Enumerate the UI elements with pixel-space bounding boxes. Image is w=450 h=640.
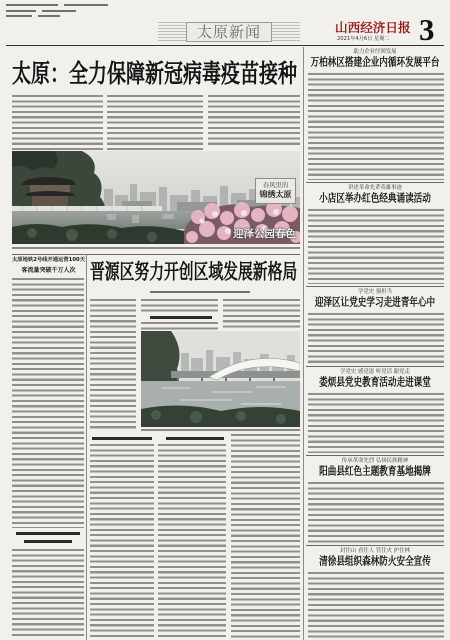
photo-tag xyxy=(255,178,296,204)
brief-body-text xyxy=(308,572,444,638)
right-column-rule xyxy=(303,47,304,640)
left-subhead: 客流量突破千万人次 xyxy=(21,267,76,274)
photo-tag-line: 春风里的 xyxy=(262,181,289,189)
brief-body-text xyxy=(308,313,444,364)
lead-story-rule xyxy=(12,254,300,255)
publication-date: 2021年4月6日 星期二 xyxy=(337,36,390,42)
lead-body-text xyxy=(12,95,103,150)
brief-kicker: 学党史 感党恩 听党话 跟党走 xyxy=(340,369,410,375)
brief-headline: 娄烦县党史教育活动走进课堂 xyxy=(319,376,431,390)
brief-headline: 小店区举办红色经典诵读活动 xyxy=(319,192,431,206)
brief-kicker: 讲述革命先辈英雄事迹 xyxy=(348,185,402,191)
feature-subhead xyxy=(166,437,224,440)
lead-photo-caption xyxy=(12,247,300,249)
lead-body-text xyxy=(107,95,203,150)
lead-body-text xyxy=(208,95,300,145)
brief-body-text xyxy=(308,482,444,543)
brief-rule xyxy=(306,455,444,456)
left-column-rule xyxy=(86,255,87,640)
header-rule xyxy=(6,45,444,46)
feature-body-text xyxy=(231,434,300,638)
brief-headline: 清徐县组织森林防火安全宣传 xyxy=(319,555,431,569)
masthead: 山西经济日报 xyxy=(335,20,411,35)
brief-rule xyxy=(306,286,444,287)
feature-headline: 晋源区努力开创区域发展新格局 xyxy=(90,260,298,284)
edition-info-line xyxy=(6,10,36,12)
brief-body-text xyxy=(308,393,444,453)
section-title: 太原新闻 xyxy=(186,22,272,42)
brief-kicker: 助力企业纾困发展 xyxy=(353,49,397,55)
left-body-text xyxy=(12,278,84,528)
left-headline: 太原地铁2号线开通运营100天 xyxy=(12,257,86,263)
page-number: 3 xyxy=(419,12,435,47)
feature-photo xyxy=(141,331,300,427)
feature-body-text xyxy=(90,444,154,638)
feature-photo-caption xyxy=(141,429,300,431)
left-second-headline xyxy=(16,532,80,535)
brief-headline: 阳曲县红色主题教育基地揭牌 xyxy=(319,465,431,479)
feature-body-text xyxy=(90,299,136,429)
edition-info-line xyxy=(38,15,60,17)
photo-overlay-title: 迎泽公园春色 xyxy=(233,228,296,240)
feature-photo-image xyxy=(141,331,300,427)
feature-subhead xyxy=(92,437,152,440)
brief-kicker: 传承革命先烈 弘扬民族精神 xyxy=(341,458,409,464)
lead-photo xyxy=(12,151,300,244)
brief-headline: 迎泽区让党史学习走进青年心中 xyxy=(314,296,436,310)
edition-info-line xyxy=(6,4,58,6)
brief-headline: 万柏林区搭建企业内循环发展平台 xyxy=(310,56,440,70)
feature-subhead xyxy=(150,316,212,319)
brief-body-text xyxy=(308,209,444,284)
brief-body-text xyxy=(308,73,444,180)
lead-headline: 太原：全力保障新冠病毒疫苗接种 xyxy=(12,59,298,89)
section-banner xyxy=(158,22,300,42)
feature-body-text xyxy=(223,299,300,329)
brief-rule xyxy=(306,545,444,546)
brief-kicker: 封住山 看住人 管住火 护住林 xyxy=(340,548,410,554)
brief-rule xyxy=(306,182,444,183)
edition-info-line xyxy=(64,4,108,6)
left-body-text xyxy=(12,549,84,638)
edition-info-line xyxy=(6,15,32,17)
feature-body-text xyxy=(141,299,218,313)
brief-kicker: 学党史 强担当 xyxy=(357,289,393,295)
brief-rule xyxy=(306,366,444,367)
feature-byline xyxy=(150,291,250,293)
feature-body-text xyxy=(141,322,218,330)
left-second-subhead xyxy=(24,540,72,543)
edition-info xyxy=(6,4,110,21)
photo-tag-line: 锦绣太原 xyxy=(259,190,292,200)
edition-info-line xyxy=(42,10,76,12)
feature-body-text xyxy=(158,444,226,638)
